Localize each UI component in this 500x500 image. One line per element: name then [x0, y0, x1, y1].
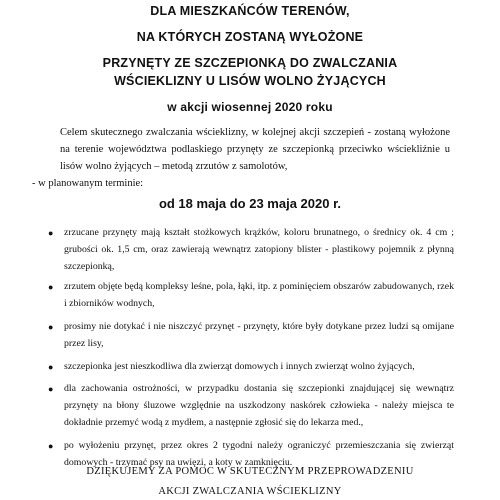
- list-item-text: zrzucane przynęty mają kształt stożkowych krążków, koloru brunatnego, o średnicy ok. 4 cm ; grubości ok. 1,5 cm, oraz zawierają wewnątrz zatopiony blister - plastikowy pojemnik z płynną szczepionką,: [64, 227, 454, 272]
- bullet-icon: ●: [48, 440, 54, 451]
- list-item: [44, 381, 454, 431]
- bullet-icon: ●: [48, 384, 54, 395]
- footer-line-1: DZIĘKUJEMY ZA POMOC W SKUTECZNYM PRZEPROWADZENIU: [86, 466, 414, 477]
- heading-line-5: w akcji wiosennej 2020 roku: [167, 100, 333, 114]
- list-item: [44, 279, 454, 313]
- list-item: [44, 319, 454, 353]
- heading-line-1: DLA MIESZKAŃCÓW TERENÓW,: [150, 4, 350, 18]
- list-item-text: szczepionka jest nieszkodliwa dla zwierząt domowych i innych zwierząt wolno żyjących,: [64, 360, 415, 372]
- heading-line-4: WŚCIEKLIZNY U LISÓW WOLNO ŻYJĄCYCH: [114, 74, 386, 88]
- schedule-label: - w planowanym terminie:: [32, 178, 144, 189]
- bullet-icon: ●: [48, 361, 54, 372]
- bullet-icon: ●: [48, 282, 54, 293]
- list-item: [44, 225, 454, 275]
- info-list: [44, 225, 454, 477]
- heading-line-2: NA KTÓRYCH ZOSTANĄ WYŁOŻONE: [136, 30, 364, 44]
- list-item: [44, 359, 454, 376]
- heading-line-3: PRZYNĘTY ZE SZCZEPIONKĄ DO ZWALCZANIA: [102, 56, 398, 70]
- bullet-icon: ●: [48, 321, 54, 332]
- list-item-text: prosimy nie dotykać i nie niszczyć przynęt - przynęty, które były dotykane przez ludzi są omijane przez lisy,: [64, 320, 454, 349]
- list-item-text: dla zachowania ostrożności, w przypadku dostania się szczepionki znajdującej się wewnątrz przynęty na błony śluzowe względnie na uszkodzony naskórek człowieka - należy miejsca te dokładnie przemyć wodą z mydłem, a następnie zgłosić się do lekarza med.,: [64, 383, 454, 428]
- footer-line-2: AKCJI ZWALCZANIA WŚCIEKLIZNY: [158, 486, 342, 497]
- campaign-dates: od 18 maja do 23 maja 2020 r.: [158, 196, 342, 211]
- list-item-text: zrzutem objęte będą kompleksy leśne, pola, łąki, itp. z pominięciem obszarów zabudowanych, rzek i zbiorników wodnych,: [64, 281, 454, 310]
- list-item-text: po wyłożeniu przynęt, przez okres 2 tygodni należy ograniczyć przemieszczania się zwierząt domowych - trzymać psy na uwięzi, a koty w zamknięciu.: [64, 439, 454, 468]
- intro-paragraph: Celem skutecznego zwalczania wścieklizny, w kolejnej akcji szczepień - zostaną wyłożone na terenie województwa podlaskiego przynęty ze szczepionką przeciwko wściekliźnie u lisów wolno żyjących – metodą zrzutów z samolotów,: [60, 127, 450, 172]
- bullet-icon: ●: [48, 228, 54, 238]
